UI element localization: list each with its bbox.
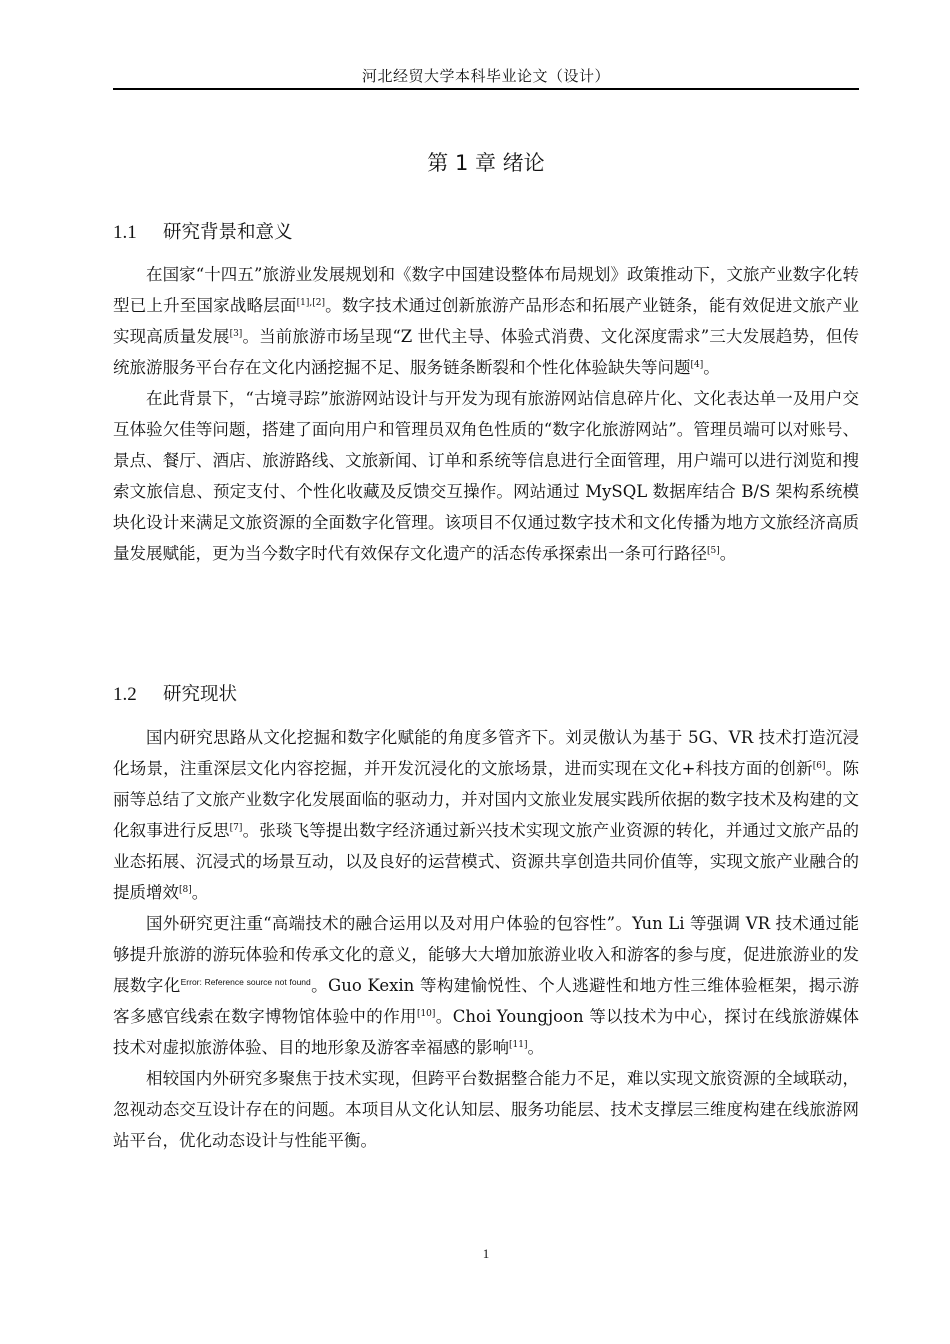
chapter-title: 第 1 章 绪论	[427, 151, 545, 175]
paragraph-text: 国内研究思路从文化挖掘和数字化赋能的角度多管齐下。刘灵傲认为基于 5G、VR 技术打造沉浸化场景，注重深层文化内容挖掘，并开发沉浸化的文旅场景，进而实现在文化+科技方面的创新	[113, 728, 859, 778]
paragraph	[113, 383, 859, 569]
citation-marker: [3]	[229, 329, 243, 339]
paragraph-text: 。Guo Kexin 等构建愉悦性、个人逃避性和地方性三维体验框架，揭示游客多感官线索在数字博物馆体验中的作用	[113, 976, 860, 1026]
citation-marker: [4]	[690, 360, 704, 370]
citation-marker: [6]	[812, 761, 826, 771]
citation-marker: [10]	[416, 1009, 436, 1019]
section-number: 1.1	[113, 222, 137, 243]
section-title: 研究背景和意义	[163, 222, 293, 243]
paragraph-text: 。	[191, 883, 209, 902]
running-header: 河北经贸大学本科毕业论文（设计）	[361, 67, 610, 85]
section-number: 1.2	[113, 684, 137, 705]
paragraph	[113, 908, 859, 1063]
paragraph-text: 在此背景下，“古境寻踪”旅游网站设计与开发为现有旅游网站信息碎片化、文化表达单一及用户交互体验欠佳等问题，搭建了面向用户和管理员双角色性质的“数字化旅游网站”。管理员端可以对账号、景点、餐厅、酒店、旅游路线、文旅新闻、订单和系统等信息进行全面管理，用户端可以进行浏览和搜索文旅信息、预定支付、个性化收藏及反馈交互操作。网站通过 MySQL 数据库结合 B/S 架构系统模块化设计来满足文旅资源的全面数字化管理。该项目不仅通过数字技术和文化传播为地方文旅经济高质量发展赋能，更为当今数字时代有效保存文化遗产的活态传承探索出一条可行路径	[113, 389, 859, 563]
citation-marker: [1],[2]	[296, 298, 325, 308]
paragraph-text: 。	[703, 358, 720, 377]
paragraph-text: 。张琰飞等提出数字经济通过新兴技术实现文旅产业资源的转化，并通过文旅产品的业态拓展、沉浸式的场景互动，以及良好的运营模式、资源共享创造共同价值等，实现文旅产业融合的提质增效	[113, 821, 860, 902]
paragraph-text: 。当前旅游市场呈现“Z 世代主导、体验式消费、文化深度需求”三大发展趋势，但传统旅游服务平台存在文化内涵挖掘不足、服务链条断裂和个性化体验缺失等问题	[113, 327, 859, 377]
paragraph-text: 相较国内外研究多聚焦于技术实现，但跨平台数据整合能力不足，难以实现文旅资源的全域联动，忽视动态交互设计存在的问题。本项目从文化认知层、服务功能层、技术支撑层三维度构建在线旅游网站平台，优化动态设计与性能平衡。	[113, 1069, 859, 1150]
paragraph-text: 。	[527, 1038, 544, 1057]
paragraph-text: 国外研究更注重“高端技术的融合运用以及对用户体验的包容性”。Yun Li 等强调 VR 技术通过能够提升旅游的游玩体验和传承文化的意义，能够大大增加旅游业收入和游客的参与度，促进旅游业的发展数字化	[113, 914, 859, 995]
paragraph-text: 。Choi Youngjoon 等以技术为中心，探讨在线旅游媒体技术对虚拟旅游体验、目的地形象及游客幸福感的影响	[113, 1007, 860, 1057]
page-number: 1	[482, 1246, 490, 1261]
section-heading-1-1	[113, 219, 293, 247]
paragraph-text: 在国家“十四五”旅游业发展规划和《数字中国建设整体布局规划》政策推动下，文旅产业数字化转型已上升至国家战略层面	[113, 265, 859, 315]
citation-error-marker: Error: Reference source not found	[180, 977, 311, 987]
paragraph-text: 。	[719, 544, 737, 563]
paragraph	[113, 259, 859, 383]
paragraph	[113, 722, 859, 908]
section-heading-1-2	[113, 681, 237, 709]
paragraph	[113, 1063, 859, 1156]
paragraph-text: 。陈丽等总结了文旅产业数字化发展面临的驱动力，并对国内文旅业发展实践所依据的数字技术及构建的文化叙事进行反思	[113, 759, 859, 840]
citation-marker: [5]	[707, 546, 720, 556]
section-title: 研究现状	[163, 684, 238, 705]
header-rule	[113, 88, 859, 90]
citation-marker: [11]	[509, 1040, 528, 1050]
citation-marker: [7]	[229, 823, 243, 833]
section-body-1-1	[113, 259, 859, 569]
paragraph-text: 。数字技术通过创新旅游产品形态和拓展产业链条，能有效促进文旅产业实现高质量发展	[113, 296, 860, 346]
citation-marker: [8]	[179, 885, 192, 895]
section-body-1-2	[113, 722, 859, 1156]
